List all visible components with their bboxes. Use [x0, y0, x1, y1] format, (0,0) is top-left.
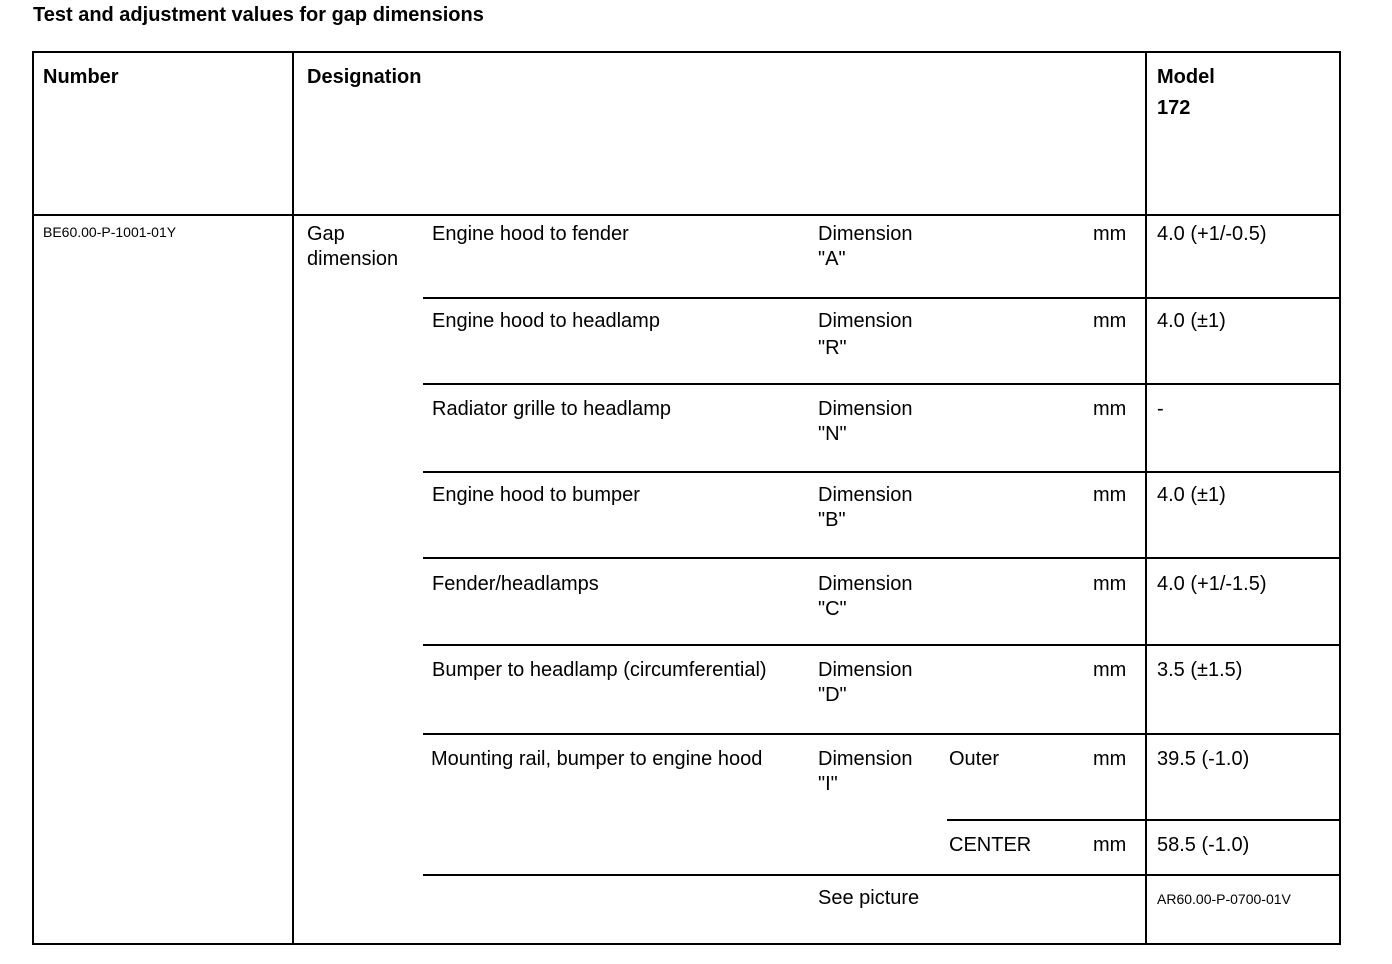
dimension-code: "N" [818, 423, 847, 445]
row-divider [423, 383, 1341, 385]
dimension-label: Dimension [818, 659, 913, 681]
model-value: 3.5 (±1.5) [1157, 659, 1243, 681]
see-picture-label: See picture [818, 887, 920, 909]
group-label-line-2: dimension [307, 248, 399, 270]
column-divider-number [292, 51, 294, 945]
model-value: - [1157, 398, 1164, 420]
dimension-label: Dimension [818, 484, 913, 506]
row-divider [423, 471, 1341, 473]
table-border-right [1339, 51, 1341, 945]
dimension-label: Dimension [818, 223, 913, 245]
header-model-value: 172 [1157, 97, 1191, 119]
unit: mm [1093, 573, 1127, 595]
dimension-label: Dimension [818, 398, 913, 420]
dimension-code: "R" [818, 337, 847, 359]
model-value: 4.0 (+1/-1.5) [1157, 573, 1267, 595]
row-item: Radiator grille to headlamp [432, 398, 672, 420]
dimension-code: "D" [818, 684, 847, 706]
model-value: 4.0 (±1) [1157, 310, 1226, 332]
position-outer: Outer [949, 748, 1000, 770]
unit: mm [1093, 659, 1127, 681]
header-designation: Designation [307, 66, 422, 88]
picture-reference: AR60.00-P-0700-01V [1157, 891, 1291, 907]
row-divider [423, 557, 1341, 559]
row-item: Bumper to headlamp (circumferential) [432, 659, 767, 681]
dimension-label: Dimension [818, 573, 913, 595]
header-number: Number [43, 66, 119, 88]
position-center: CENTER [949, 834, 1032, 856]
document-number: BE60.00-P-1001-01Y [43, 224, 177, 240]
header-model-label: Model [1157, 66, 1215, 88]
header-divider [32, 214, 1341, 216]
row-item: Fender/headlamps [432, 573, 599, 595]
dimension-code: "B" [818, 509, 846, 531]
sub-row-divider [947, 819, 1341, 821]
unit: mm [1093, 398, 1127, 420]
group-label-line-1: Gap [307, 223, 345, 245]
unit: mm [1093, 223, 1127, 245]
table-border-left [32, 51, 34, 945]
row-divider [423, 874, 1341, 876]
row-item: Engine hood to bumper [432, 484, 640, 506]
model-value: 4.0 (±1) [1157, 484, 1226, 506]
row-divider [423, 644, 1341, 646]
unit: mm [1093, 834, 1127, 856]
row-item: Engine hood to fender [432, 223, 629, 245]
model-value: 58.5 (-1.0) [1157, 834, 1250, 856]
dimension-label: Dimension [818, 748, 913, 770]
model-value: 39.5 (-1.0) [1157, 748, 1250, 770]
row-item: Mounting rail, bumper to engine hood [431, 748, 763, 770]
unit: mm [1093, 484, 1127, 506]
model-value: 4.0 (+1/-0.5) [1157, 223, 1267, 245]
dimension-code: "A" [818, 248, 846, 270]
row-divider [423, 733, 1341, 735]
row-item: Engine hood to headlamp [432, 310, 660, 332]
dimension-code: "I" [818, 773, 838, 795]
unit: mm [1093, 310, 1127, 332]
dimension-label: Dimension [818, 310, 913, 332]
document-title: Test and adjustment values for gap dimensions [33, 4, 484, 26]
dimension-code: "C" [818, 598, 847, 620]
row-divider [423, 297, 1341, 299]
unit: mm [1093, 748, 1127, 770]
column-divider-model [1145, 51, 1147, 945]
